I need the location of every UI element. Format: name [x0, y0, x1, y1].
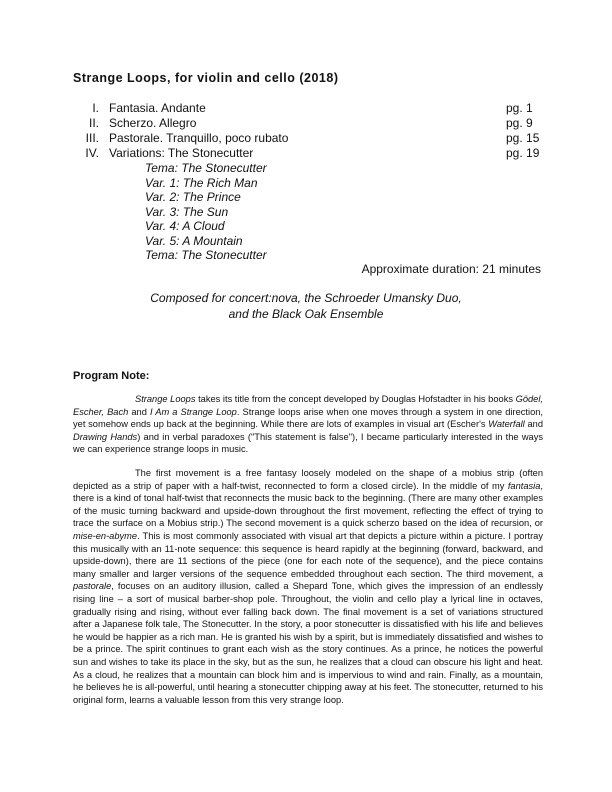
program-note-heading: Program Note:: [73, 370, 150, 382]
toc-row-4: [73, 146, 540, 161]
dedication-line: Composed for concert:nova, the Schroeder Umansky Duo,: [150, 291, 462, 305]
toc-title: Fantasia. Andante: [109, 101, 206, 115]
italic-text: Drawing Hands: [73, 431, 138, 442]
variation-item: Var. 3: The Sun: [145, 204, 229, 219]
toc-page: pg. 19: [506, 146, 540, 160]
toc-title: Pastorale. Tranquillo, poco rubato: [109, 131, 289, 145]
text: . This is most commonly associated with visual art that depicts a picture within a picture. I portray this musically with an 11-note sequence: this sequence is heard rapidly at the beginning (forward, backward, and upside-down), there are 11 sections of the piece (one for each note of the sequence), and the piece contains many smaller and larger versions of the sequence embedded throughout each section. The third movement, a: [73, 530, 543, 579]
italic-text: Waterfall: [488, 419, 525, 430]
duration-note: Approximate duration: 21 minutes: [361, 262, 541, 276]
dedication-line: and the Black Oak Ensemble: [228, 307, 384, 321]
variation-item: Tema: The Stonecutter: [145, 161, 267, 175]
italic-text: Strange Loops: [135, 394, 196, 404]
text: takes its title from the concept developed by Douglas Hofstadter in his books: [195, 394, 516, 404]
toc-number: II.: [88, 116, 99, 130]
text: The first movement is a free fantasy loosely modeled on the shape of a mobius strip (often depicted as a strip of paper with a half-twist, reconnected to form a closed circle). In the middle of my: [73, 468, 543, 491]
toc-number: IV.: [85, 146, 99, 160]
italic-text: Gödel, Escher, Bach: [73, 394, 543, 417]
toc-number: I.: [92, 101, 99, 115]
document-title: Strange Loops, for violin and cello (2018): [73, 71, 339, 85]
text: , there is a kind of tonal half-twist that reconnects the music back to the beginning. (There are many other examples of the music turning backward and upside-down throughout the first movement, reflecting the effect of trying to trace the surface on a Mobius strip.) The second movement is a quick scherzo based on the idea of recursion, or: [73, 480, 543, 529]
dedication: [0, 290, 612, 322]
toc-row-3: [73, 131, 540, 146]
toc-page: pg. 9: [506, 116, 533, 130]
italic-text: fantasia: [507, 480, 541, 491]
toc-number: III.: [85, 131, 99, 145]
toc-row-2: [73, 116, 540, 131]
program-paragraph-2: [73, 467, 543, 706]
toc-page: pg. 15: [506, 131, 540, 145]
italic-text: pastorale: [73, 581, 112, 592]
toc-row-1: [73, 101, 540, 116]
toc-title: Scherzo. Allegro: [109, 116, 197, 130]
text: and: [524, 419, 543, 430]
text: . Strange loops arise when one moves through a system in one direction, yet somehow ends up back at the beginning. While there are lots of examples in visual art (Escher's: [73, 406, 544, 430]
text: ) and in verbal paradoxes ("This statement is false"), I became particularly interested in the ways we can experience strange loops in music.: [73, 431, 543, 455]
toc-page: pg. 1: [506, 101, 533, 115]
toc-title: Variations: The Stonecutter: [109, 146, 254, 160]
program-paragraph-1: [73, 393, 543, 456]
variation-item: Var. 5: A Mountain: [145, 233, 243, 248]
italic-text: mise-en-abyme: [73, 530, 138, 541]
text: , focuses on an auditory illusion, called a Shepard Tone, which gives the impression of an endlessly rising line – a sort of musical barber-shop pole. Throughout, the violin and cello play a lyrical line in octaves, gradually rising and rising, without ever falling back down. The final movement is a set of variations structured after a Japanese folk tale, The Stonecutter. In the story, a poor stonecutter is dissatisfied with his life and believes he would be happier as a rich man. He is granted his wish by a spirit, but is immediately dissatisfied and wishes to be a prince. The spirit continues to grant each wish as the story continues. As a prince, he notices the powerful sun and wishes to take its place in the sky, but as the sun, he realizes that a cloud can obscure his light and heat. As a cloud, he realizes that a mountain can block him and is impervious to wind and rain. Finally, as a mountain, he believes he is all-powerful, until hearing a stonecutter chipping away at his feet. The stonecutter, returned to his original form, learns a valuable lesson from this very strange loop.: [73, 581, 543, 705]
variation-item: Var. 4: A Cloud: [145, 219, 225, 233]
text: and: [128, 406, 150, 417]
variation-item: Var. 1: The Rich Man: [145, 175, 258, 190]
variation-item: Var. 2: The Prince: [145, 190, 241, 204]
italic-text: I Am a Strange Loop: [149, 406, 237, 417]
variation-item: Tema: The Stonecutter: [145, 248, 267, 262]
